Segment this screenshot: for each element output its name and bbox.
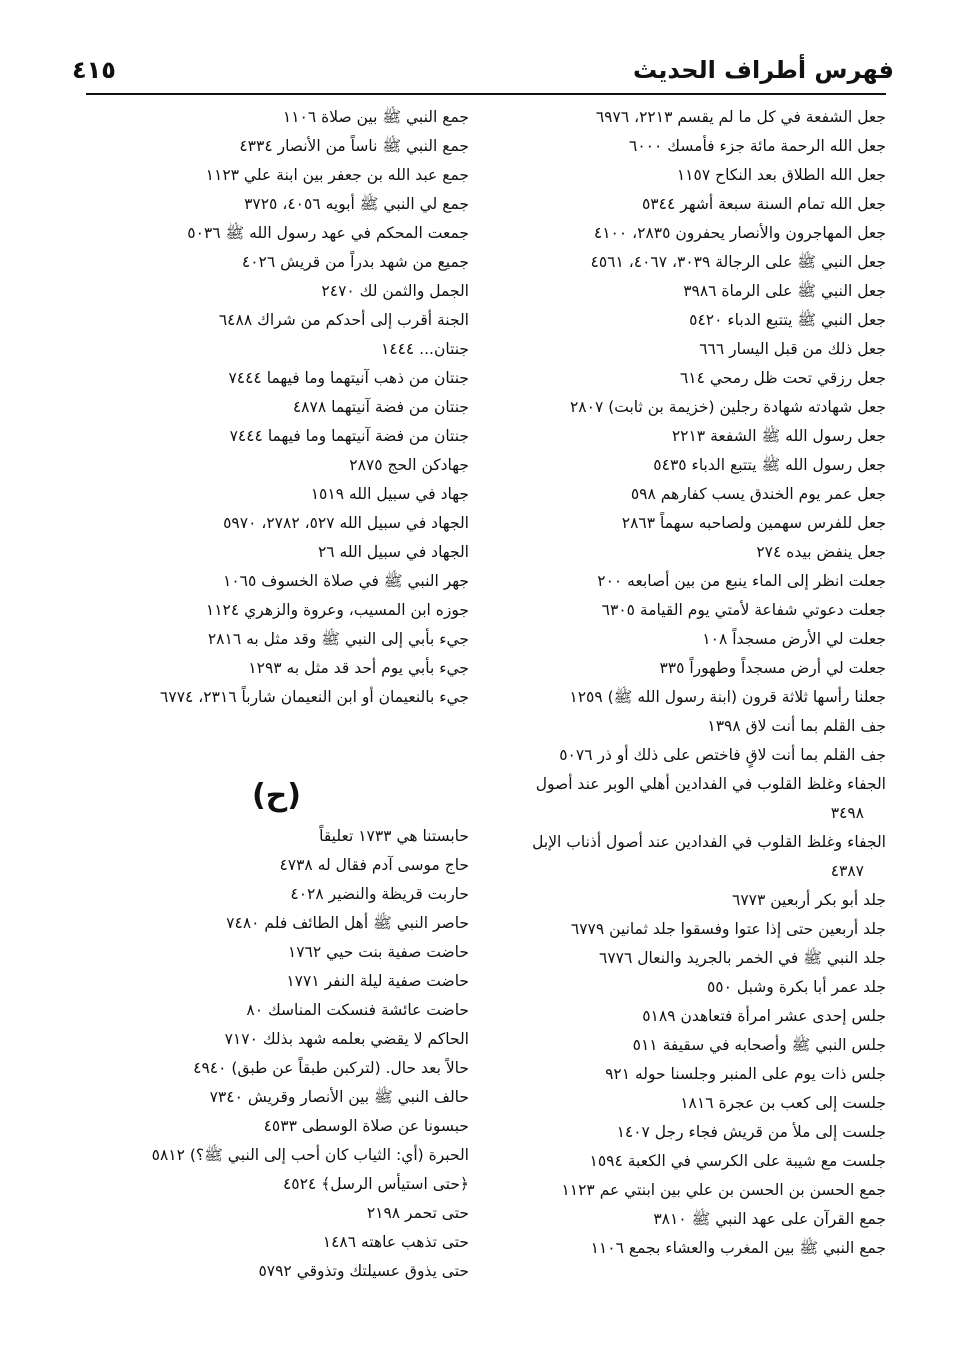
index-entry: جلست إلى ملأ من قريش فجاء رجل ١٤٠٧ [616, 1123, 886, 1141]
index-entry: جلس النبي ﷺ وأصحابه في سقيفة ٥١١ [632, 1036, 886, 1054]
index-entry: جعل النبي ﷺ على الرماة ٣٩٨٦ [683, 282, 886, 300]
index-entry-text: الجفاء وغلظ القلوب في الفدادين أهلي الوبر عند أصول [535, 775, 886, 793]
index-entry-reference: ٣٤٩٨ [830, 804, 864, 822]
left-column [94, 103, 469, 1286]
index-entry: جيء بأبي إلى النبي ﷺ وقد مثل به ٢٨١٦ [207, 630, 469, 648]
index-entry: جعلت انظر إلى الماء ينبع من بين أصابعه ٢٠٠ [597, 572, 886, 590]
index-entry: جعل النبي ﷺ يتتبع الدباء ٥٤٢٠ [689, 311, 886, 329]
index-entry: جلس ذات يوم على المنبر وجلسنا حوله ٩٢١ [605, 1065, 886, 1083]
index-entry: جنتان من فضة آنيتهما ٤٨٧٨ [292, 398, 469, 416]
index-entry: جعل عمر يوم الخندق يسب كفارهم ٥٩٨ [630, 485, 886, 503]
index-entry: حبسونا عن صلاة الوسطى ٤٥٣٣ [263, 1117, 469, 1135]
index-entry: جعل النبي ﷺ على الرجالة ٣٠٣٩، ٤٠٦٧، ٤٥٦١ [590, 253, 886, 271]
index-entry: جعل رسول الله ﷺ يتتبع الدباء ٥٤٣٥ [653, 456, 886, 474]
index-entry: جمع النبي ﷺ ناساً من الأنصار ٤٣٣٤ [239, 137, 469, 155]
page-title: فهرس أطراف الحديث [633, 56, 894, 84]
index-entry: ﴿حتى استيأس الرسل﴾ ٤٥٢٤ [282, 1175, 469, 1193]
index-entry: جنتان من فضة آنيتهما وما فيهما ٧٤٤٤ [229, 427, 469, 445]
index-entry: جمعت المحكم في عهد رسول الله ﷺ ٥٠٣٦ [187, 224, 469, 242]
page-header [72, 52, 894, 92]
index-entry-wrapped [501, 828, 886, 886]
index-entry: جمع النبي ﷺ بين المغرب والعشاء بجمع ١١٠٦ [590, 1239, 886, 1257]
index-entry: الحبرة (أي: الثياب كان أحب إلى النبي ﷺ؟) ٥٨١٢ [151, 1146, 469, 1164]
index-entry: جعل الشفعة في كل ما لم يقسم ٢٢١٣، ٦٩٧٦ [595, 108, 886, 126]
index-entry: جعلت دعوتي شفاعة لأمتي يوم القيامة ٦٣٠٥ [601, 601, 886, 619]
index-entry: جعل للفرس سهمين ولصاحبه سهماً ٢٨٦٣ [621, 514, 886, 532]
section-heading: (ح) [251, 778, 302, 813]
page-number: ٤١٥ [72, 56, 116, 84]
index-entry: الجنة أقرب إلى أحدكم من شراك ٦٤٨٨ [218, 311, 469, 329]
index-entry: حابستنا هي ١٧٣٣ تعليقاً [319, 827, 469, 845]
index-entry: جمع الحسن بن الحسن بن علي بين ابنتي عم ١١٢٣ [561, 1181, 886, 1199]
index-entry: جعلت لي الأرض مسجداً ١٠٨ [702, 630, 886, 648]
index-entry-text: الجفاء وغلظ القلوب في الفدادين عند أصول أذناب الإبل [532, 833, 886, 851]
index-entry: حاج موسى آدم فقال له ٤٧٣٨ [279, 856, 469, 874]
index-entry: جلس إحدى عشر امرأة فتعاهدن ٥١٨٩ [642, 1007, 886, 1025]
index-entry: جعل شهادته شهادة رجلين (خزيمة بن ثابت) ٢٨٠٧ [569, 398, 886, 416]
index-entry: حتى يذوق عسيلتك وتذوقي ٥٧٩٢ [258, 1262, 469, 1280]
index-entry: حتى تحمر ٢١٩٨ [366, 1204, 469, 1222]
index-entry: جوزه ابن المسيب، وعروة والزهري ١١٢٤ [205, 601, 469, 619]
index-entry: حالاً بعد حال. (لتركبن طبقاً عن طبق) ٤٩٤٠ [193, 1059, 469, 1077]
index-entry-reference: ٤٣٨٧ [830, 862, 864, 880]
index-entry: جيء بأبي يوم أحد قد مثل به ١٢٩٣ [248, 659, 469, 677]
index-entry-wrapped [501, 770, 886, 828]
index-entry: جمع لي النبي ﷺ أبويه ٤٠٥٦، ٣٧٢٥ [244, 195, 469, 213]
index-entry: جعلنا رأسها ثلاثة قرون (ابنة رسول الله ﷺ) ١٢٥٩ [569, 688, 886, 706]
right-column [501, 103, 886, 1263]
index-entry: جعل رسول الله ﷺ الشفعة ٢٢١٣ [671, 427, 886, 445]
index-entry: جمع النبي ﷺ بين صلاة ١١٠٦ [282, 108, 469, 126]
index-entry: حاربت قريظة والنضير ٤٠٢٨ [290, 885, 469, 903]
index-entry: جلد أربعين حتى إذا عتوا وفسقوا جلد ثمانين ٦٧٧٩ [570, 920, 886, 938]
index-entry: جيء بالنعيمان أو ابن النعيمان شارباً ٢٣١٦، ٦٧٧٤ [160, 688, 469, 706]
index-entry: جهر النبي ﷺ في صلاة الخسوف ١٠٦٥ [223, 572, 469, 590]
index-entry: جميع من شهد بدراً من قريش ٤٠٢٦ [241, 253, 469, 271]
index-entry: جف القلم بما أنت لاقٍ فاختص على ذلك أو ذر ٥٠٧٦ [559, 746, 886, 764]
index-entry: جعل الله الطلاق بعد النكاح ١١٥٧ [676, 166, 886, 184]
index-entry: جلست إلى كعب بن عجرة ١٨١٦ [680, 1094, 886, 1112]
index-entry: جمع القرآن على عهد النبي ﷺ ٣٨١٠ [653, 1210, 886, 1228]
index-entry: الجمل والثمن لك ٢٤٧٠ [321, 282, 469, 300]
index-entry: جعل ينفض بيده ٢٧٤ [756, 543, 886, 561]
index-entry: الحاكم لا يقضي بعلمه شهد بذلك ٧١٧٠ [224, 1030, 469, 1048]
index-entry: جعلت لي أرض مسجداً وطهوراً ٣٣٥ [659, 659, 886, 677]
header-divider [86, 93, 886, 95]
index-entry: جمع عبد الله بن جعفر بين ابنة علي ١١٢٣ [205, 166, 469, 184]
index-entry: جعل الله الرحمة مائة جزء فأمسك ٦٠٠٠ [629, 137, 886, 155]
index-entry: حاصر النبي ﷺ أهل الطائف فلم ٧٤٨٠ [226, 914, 469, 932]
index-entry: جنتان من ذهب آنيتهما وما فيهما ٧٤٤٤ [228, 369, 469, 387]
index-entry: جنتان... ١٤٤٤ [380, 340, 469, 358]
index-entry: جلد عمر أبا بكرة وشبل ٥٥٠ [706, 978, 886, 996]
index-entry: جلد أبو بكر أربعين ٦٧٧٣ [732, 891, 886, 909]
index-entry: جعل الله تمام السنة سبعة أشهر ٥٣٤٤ [641, 195, 886, 213]
index-entry: جعل رزقي تحت ظل رمحي ٦١٤ [679, 369, 886, 387]
index-entry: حاضت عائشة فنسكت المناسك ٨٠ [246, 1001, 469, 1019]
index-entry: جلست مع شيبة على الكرسي في الكعبة ١٥٩٤ [589, 1152, 886, 1170]
index-entry: جهادكن الحج ٢٨٧٥ [349, 456, 469, 474]
index-entry: حتى تذهب عاهته ١٤٨٦ [322, 1233, 469, 1251]
index-entry: الجهاد في سبيل الله ٢٦ [317, 543, 469, 561]
index-entry: حالف النبي ﷺ بين الأنصار وقريش ٧٣٤٠ [209, 1088, 469, 1106]
index-entry: جهاد في سبيل الله ١٥١٩ [310, 485, 469, 503]
index-entry: جعل المهاجرون والأنصار يحفرون ٢٨٣٥، ٤١٠٠ [593, 224, 886, 242]
index-entry: الجهاد في سبيل الله ٥٢٧، ٢٧٨٢، ٥٩٧٠ [223, 514, 469, 532]
index-entry: حاضت صفية بنت حيي ١٧٦٢ [287, 943, 469, 961]
index-entry: جف القلم بما أنت لاق ١٣٩٨ [707, 717, 886, 735]
index-entry: جعل ذلك من قبل اليسار ٦٦٦ [699, 340, 886, 358]
index-entry: جلد النبي ﷺ في الخمر بالجريد والنعال ٦٧٧٦ [599, 949, 886, 967]
index-entry: حاضت صفية ليلة النفر ١٧٧١ [286, 972, 469, 990]
